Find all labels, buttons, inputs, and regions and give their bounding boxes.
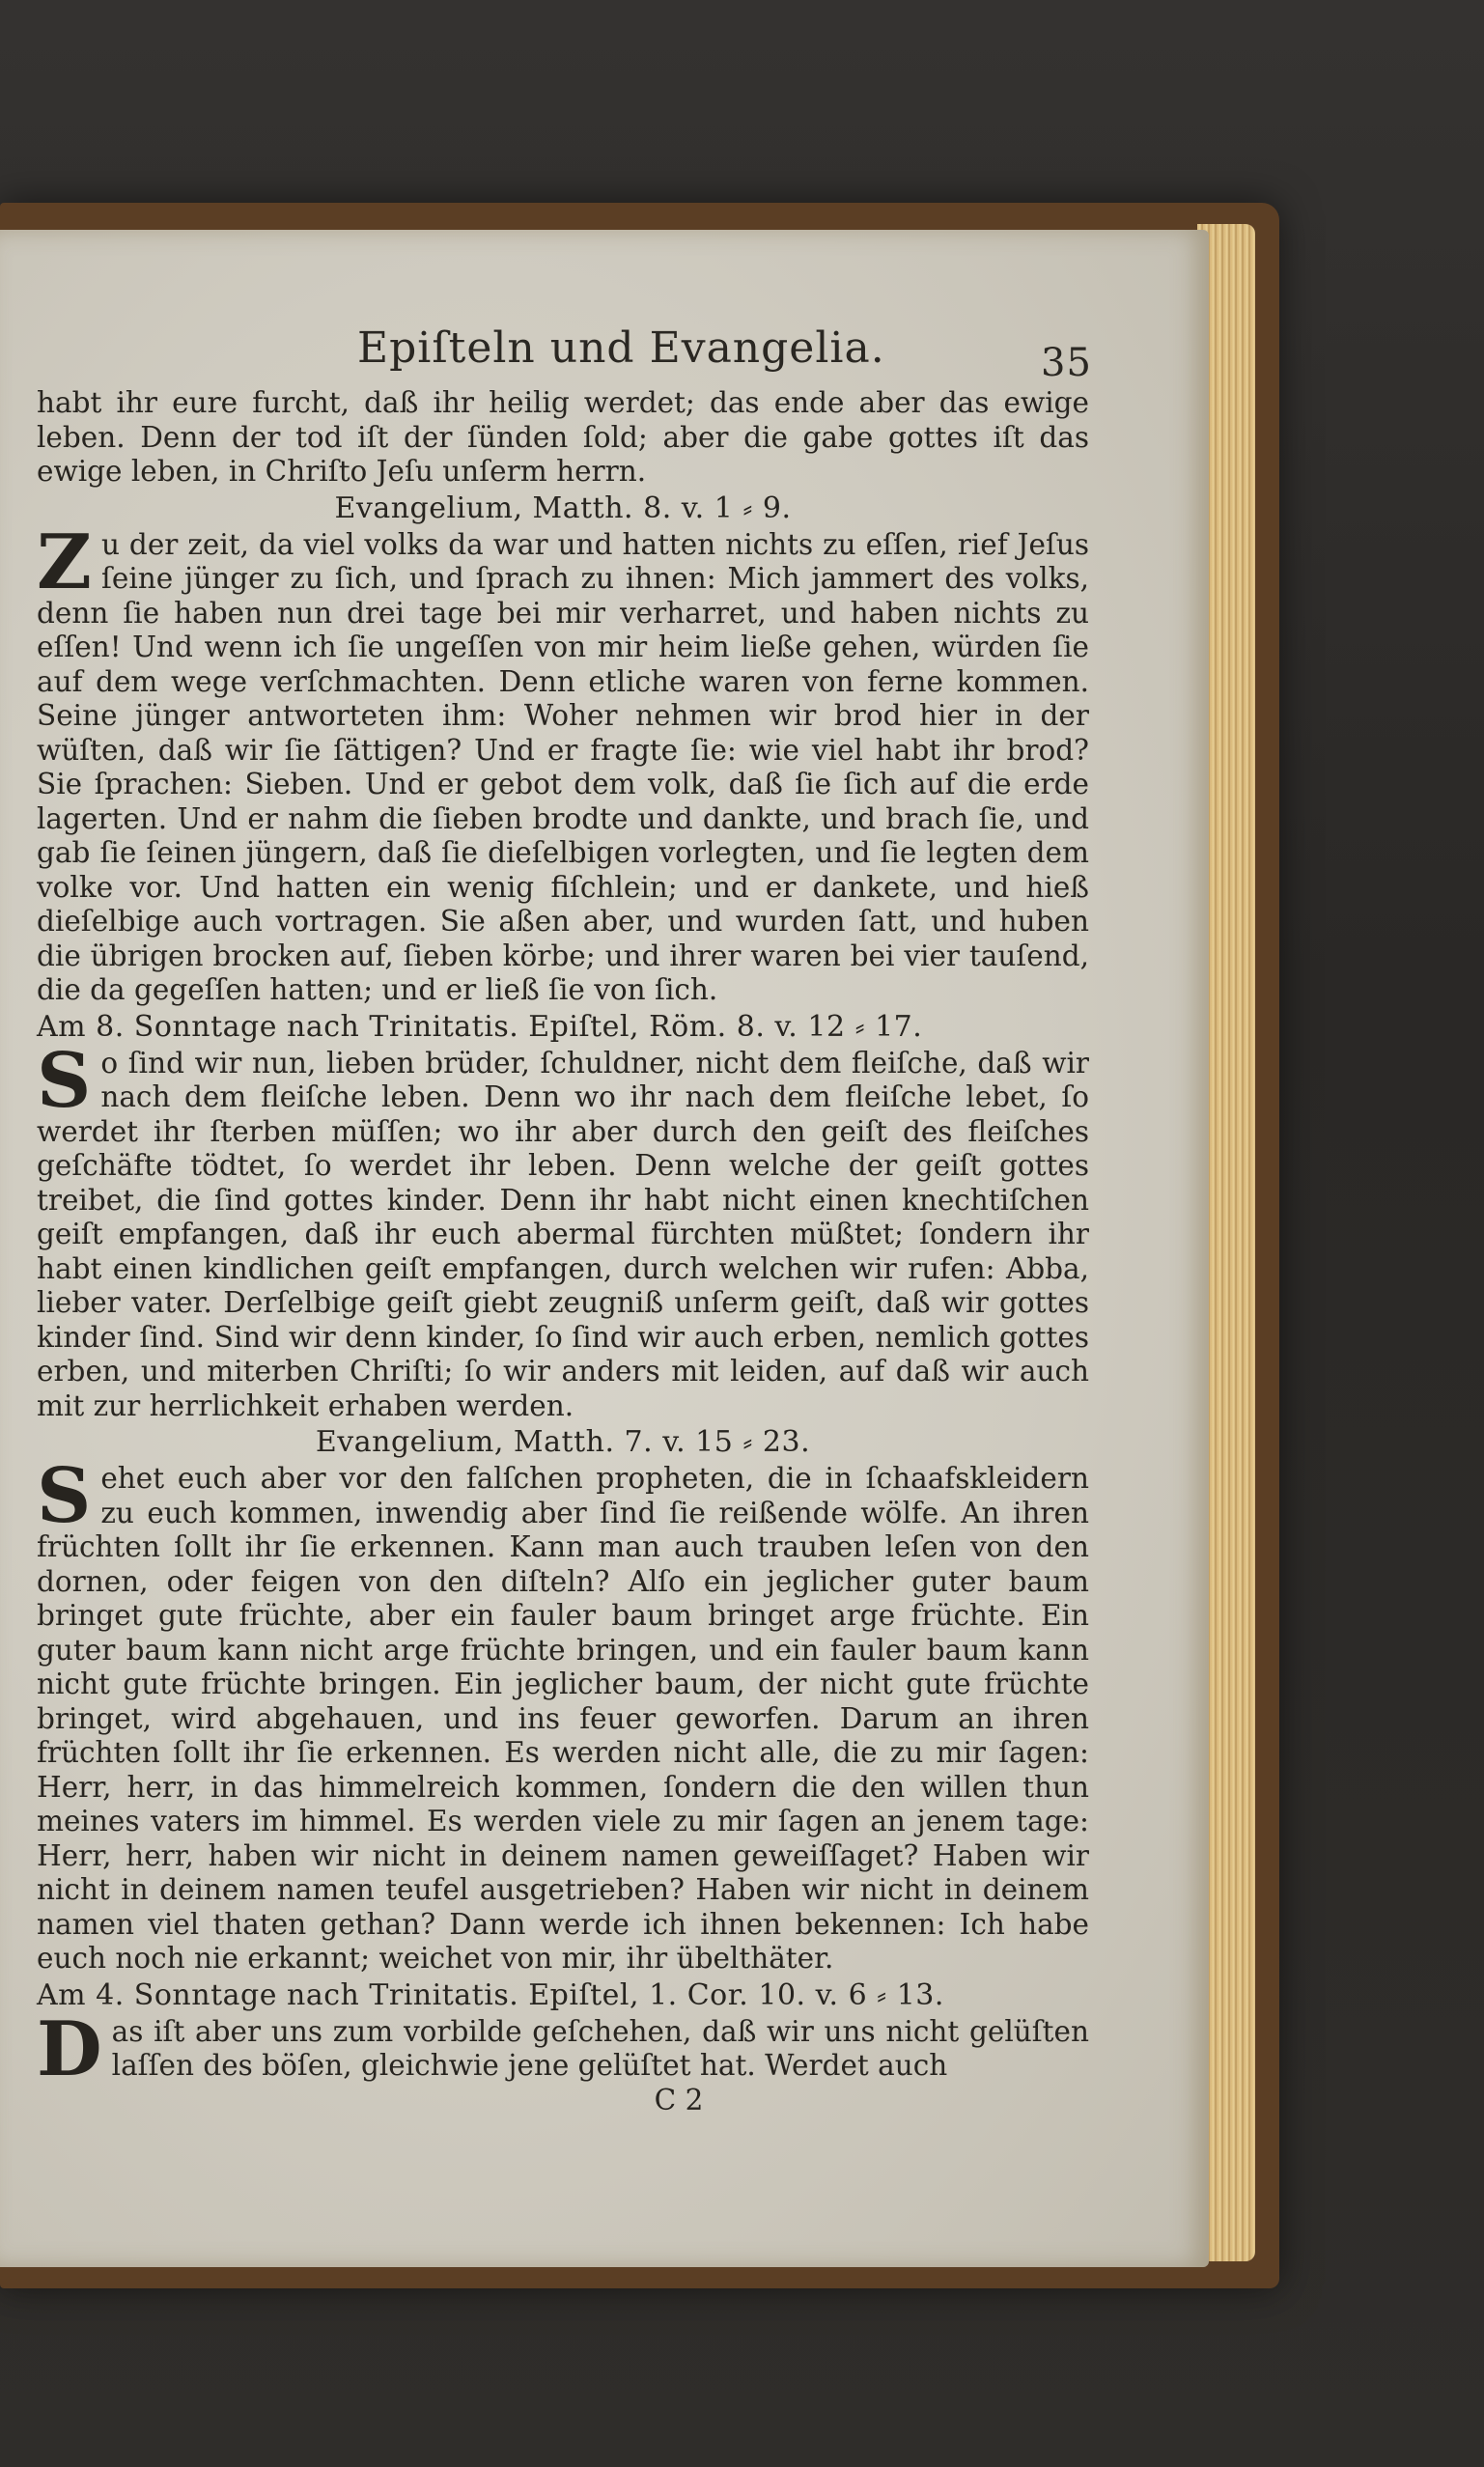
page-number: 35 bbox=[1041, 341, 1092, 385]
section-heading-8th-sunday-epistle: Am 8. Sonntage nach Trinitatis. Epiſtel, Röm. 8. v. 12 ⸗ 17. bbox=[37, 1009, 923, 1044]
paragraph-gospel-matth-8: Zu der zeit, da viel volks da war und hatten nichts zu eſſen, rief Jeſus ſeine jünger zu ſich, und ſprach zu ihnen: Mich jammert des volks, denn ſie haben nun drei tage bei mir verharret, und haben nichts zu eſſen! Und wenn ich ſie ungeſſen von mir heim ließe gehen, würden ſie auf dem wege verſchmachten. Denn etliche waren von ferne kommen. Seine jünger antworteten ihm: Woher nehmen wir brod hier in der wüſten, daß wir ſie ſättigen? Und er fragte ſie: wie viel habt ihr brod? Sie ſprachen: Sieben. Und er gebot dem volk, daß ſie ſich auf die erde lagerten. Und er nahm die ſieben brodte und dankte, und brach ſie, und gab ſie ſeinen jüngern, daß ſie dieſelbigen vorlegten, und ſie legten dem volke vor. Und hatten ein wenig fiſchlein; und er dankete, und hieß dieſelbige auch vortragen. Sie aßen aber, und wurden ſatt, und huben die übrigen brocken auf, ſieben körbe; und ihrer waren bei vier tauſend, die da gegeſſen hatten; und er ließ ſie von ſich. bbox=[37, 518, 1089, 1006]
section-heading-gospel-matth-7: Evangelium, Matth. 7. v. 15 ⸗ 23. bbox=[315, 1425, 811, 1459]
section-heading-4th-sunday-epistle: Am 4. Sonntage nach Trinitatis. Epiſtel, 1. Cor. 10. v. 6 ⸗ 13. bbox=[37, 1977, 944, 2012]
paragraph-epistle-end: habt ihr eure furcht, daß ihr heilig werdet; das ende aber das ewige leben. Denn der tod iſt der ſünden ſold; aber die gabe gottes iſt das ewige leben, in Chriſto Jeſu unſerm herrn. bbox=[37, 386, 1089, 488]
running-head-title: Epiſteln und Evangelia. bbox=[357, 323, 885, 373]
signature-mark: C 2 bbox=[654, 2083, 704, 2117]
paragraph-epistle-rom-8: So ſind wir nun, lieben brüder, ſchuldner, nicht dem fleiſche, daß wir nach dem fleiſche leben. Denn wo ihr nach dem fleiſche lebet, ſo werdet ihr ſterben müſſen; wo ihr aber durch den geiſt des fleiſches geſchäfte tödtet, ſo werdet ihr leben. Denn welche der geiſt gottes treibet, die ſind gottes kinder. Denn ihr habt nicht einen knechtiſchen geiſt empfangen, daß ihr euch abermal fürchten müßtet; ſondern ihr habt einen kindlichen geiſt empfangen, durch welchen wir rufen: Abba, lieber vater. Derſelbige geiſt giebt zeugniß unſerm geiſt, daß wir gottes kinder ſind. Sind wir denn kinder, ſo ſind wir auch erben, nemlich gottes erben, und miterben Chriſti; ſo wir anders mit leiden, auf daß wir auch mit zur herrlichkeit erhaben werden. bbox=[37, 1036, 1089, 1422]
paragraph-epistle-1cor-10: Das iſt aber uns zum vorbilde geſchehen, daß wir uns nicht gelüſten laſſen des böſen, gleichwie jene gelüſtet hat. Werdet auch bbox=[37, 2004, 1089, 2093]
section-heading-gospel-matth-8: Evangelium, Matth. 8. v. 1 ⸗ 9. bbox=[334, 491, 792, 525]
paragraph-gospel-matth-7: Sehet euch aber vor den falſchen propheten, die in ſchaafskleidern zu euch kommen, inwendig aber ſind ſie reißende wölfe. An ihren früchten ſollt ihr ſie erkennen. Kann man auch trauben leſen von den dornen, oder feigen von den diſteln? Alſo ein jeglicher guter baum bringet gute früchte, aber ein fauler baum bringet arge früchte. Ein guter baum kann nicht arge früchte bringen, und ein fauler baum kann nicht gute früchte bringen. Ein jeglicher baum, der nicht gute früchte bringet, wird abgehauen, und ins feuer geworfen. Darum an ihren früchten ſollt ihr ſie erkennen. Es werden nicht alle, die zu mir ſagen: Herr, herr, in das himmelreich kommen, ſondern die den willen thun meines vaters im himmel. Es werden viele zu mir ſagen an jenem tage: Herr, herr, haben wir nicht in deinem namen geweiſſaget? Haben wir nicht in deinem namen teufel ausgetrieben? Haben wir nicht in deinem namen viel thaten gethan? Dann werde ich ihnen bekennen: Ich habe euch noch nie erkannt; weichet von mir, ihr übelthäter. bbox=[37, 1452, 1089, 1975]
page-text bbox=[37, 386, 1089, 2117]
